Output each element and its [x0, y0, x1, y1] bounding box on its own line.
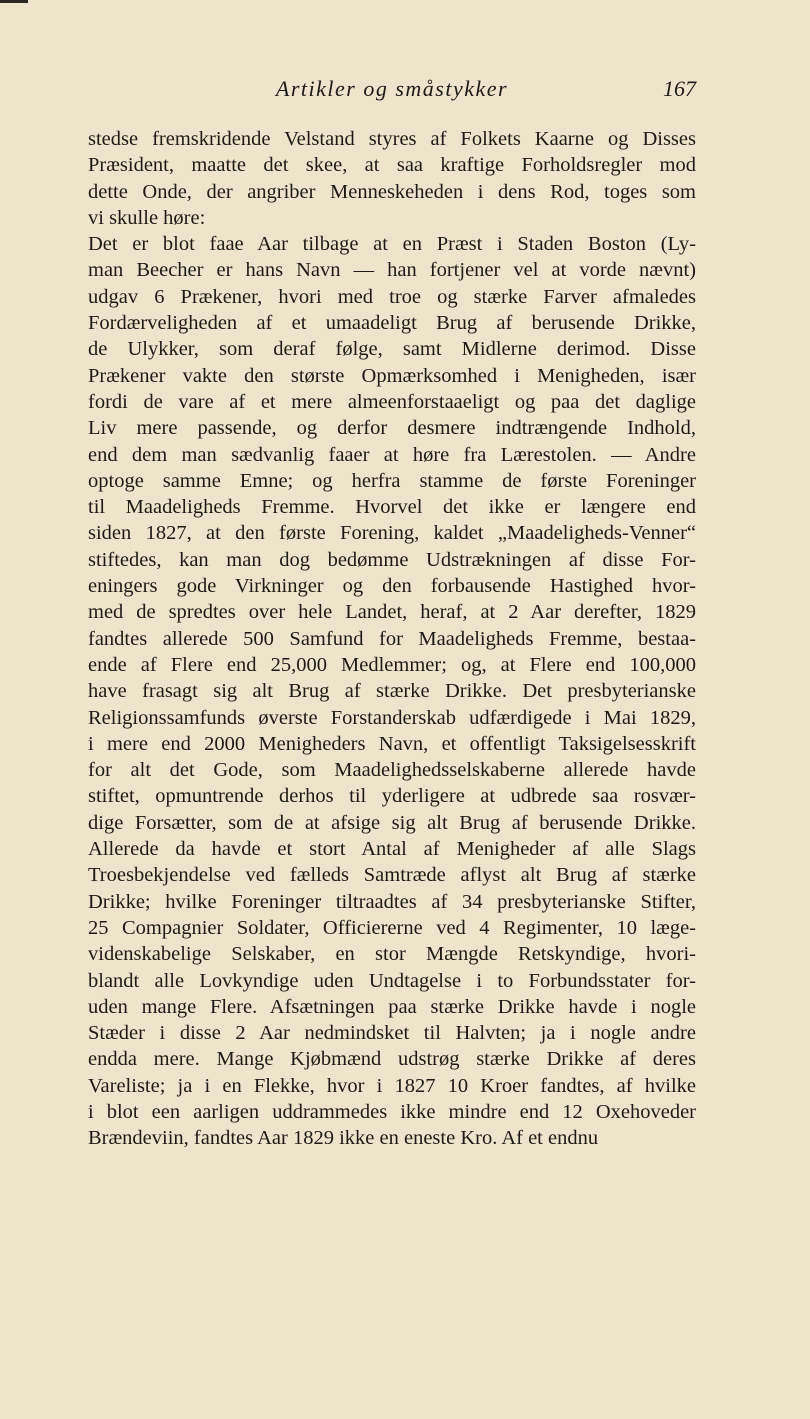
text-line: dige Forsætter, som de at afsige sig alt Brug af berusende Drikke. [88, 811, 696, 834]
text-line: til Maadeligheds Fremme. Hvorvel det ikke er længere end [88, 496, 696, 519]
text-line: vi skulle høre: [88, 206, 206, 229]
text-line: have frasagt sig alt Brug af stærke Drikke. Det presbyterianske [88, 680, 696, 703]
text-line: i blot een aarligen uddrammedes ikke mindre end 12 Oxehoveder [88, 1100, 696, 1123]
body-text [88, 126, 696, 1152]
text-line: de Ulykker, som deraf følge, samt Midlerne derimod. Disse [88, 338, 696, 361]
text-line: endda mere. Mange Kjøbmænd udstrøg stærke Drikke af deres [88, 1048, 696, 1071]
text-line: Stæder i disse 2 Aar nedmindsket til Halvten; ja i nogle andre [88, 1022, 696, 1045]
running-title: Artikler og småstykker [275, 76, 509, 101]
page-number: 167 [663, 76, 696, 101]
book-page [88, 70, 696, 1152]
text-line: Liv mere passende, og derfor desmere indtrængende Indhold, [88, 417, 696, 440]
text-line: 25 Compagnier Soldater, Officiererne ved 4 Regimenter, 10 læge- [88, 916, 696, 939]
scan-corner-mark [0, 0, 28, 3]
text-line: man Beecher er hans Navn — han fortjener vel at vorde nævnt) [88, 259, 696, 282]
text-line: Det er blot faae Aar tilbage at en Præst i Staden Boston (Ly- [88, 233, 696, 256]
text-line: udgav 6 Prækener, hvori med troe og stærke Farver afmaledes [88, 285, 696, 308]
paragraph [88, 231, 696, 1151]
text-line: end dem man sædvanlig faaer at høre fra Lærestolen. — Andre [88, 443, 696, 466]
text-line: Præsident, maatte det skee, at saa kraftige Forholdsregler mod [88, 154, 696, 177]
text-line: ende af Flere end 25,000 Medlemmer; og, at Flere end 100,000 [88, 653, 696, 676]
text-line: Allerede da havde et stort Antal af Menigheder af alle Slags [88, 838, 696, 861]
text-line: fandtes allerede 500 Samfund for Maadeligheds Fremme, bestaa- [88, 627, 696, 650]
text-line: Fordærveligheden af et umaadeligt Brug af berusende Drikke, [88, 312, 696, 335]
text-line: Prækener vakte den største Opmærksomhed i Menigheden, især [88, 364, 696, 387]
text-line: Religionssamfunds øverste Forstanderskab udfærdigede i Mai 1829, [88, 706, 696, 729]
text-line: stedse fremskridende Velstand styres af Folkets Kaarne og Disses [88, 128, 696, 150]
text-line: for alt det Gode, som Maadelighedsselskaberne allerede havde [88, 759, 696, 782]
text-line: videnskabelige Selskaber, en stor Mængde Retskyndige, hvori- [88, 943, 696, 966]
text-line: stiftet, opmuntrende derhos til yderligere at udbrede saa rosvær- [88, 785, 696, 808]
text-line: i mere end 2000 Menigheders Navn, et offentligt Taksigelsesskrift [88, 732, 696, 755]
text-line: Drikke; hvilke Foreninger tiltraadtes af 34 presbyterianske Stifter, [88, 890, 696, 913]
text-line: blandt alle Lovkyndige uden Undtagelse i to Forbundsstater for- [88, 969, 696, 992]
text-line: optoge samme Emne; og herfra stamme de første Foreninger [88, 469, 696, 492]
text-line: fordi de vare af et mere almeenforstaaeligt og paa det daglige [88, 390, 696, 413]
text-line: stiftedes, kan man dog bedømme Udstrækningen af disse For- [88, 548, 696, 571]
running-head [88, 70, 696, 110]
text-line: siden 1827, at den første Forening, kaldet „Maadeligheds-Venner“ [88, 522, 696, 545]
text-line: med de spredtes over hele Landet, heraf, at 2 Aar derefter, 1829 [88, 601, 696, 624]
text-line: Brændeviin, fandtes Aar 1829 ikke en eneste Kro. Af et endnu [88, 1127, 599, 1150]
paragraph [88, 126, 696, 231]
text-line: Vareliste; ja i en Flekke, hvor i 1827 10 Kroer fandtes, af hvilke [88, 1074, 696, 1097]
text-line: eningers gode Virkninger og den forbausende Hastighed hvor- [88, 575, 696, 598]
text-line: dette Onde, der angriber Menneskeheden i dens Rod, toges som [88, 180, 696, 203]
text-line: Troesbekjendelse ved fælleds Samtræde aflyst alt Brug af stærke [88, 864, 696, 887]
text-line: uden mange Flere. Afsætningen paa stærke Drikke havde i nogle [88, 995, 696, 1018]
